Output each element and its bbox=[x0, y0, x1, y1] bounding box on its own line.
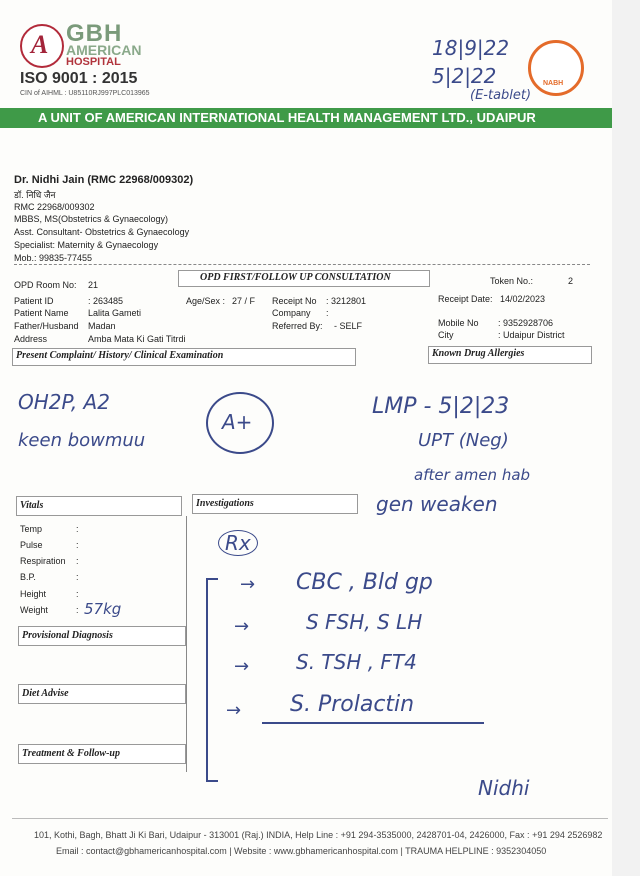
vital-label: Respiration bbox=[20, 556, 66, 566]
inv-arrow-2: → bbox=[234, 616, 250, 637]
inv-arrow-3: → bbox=[234, 656, 250, 677]
hand-note-1: after amen hab bbox=[414, 466, 531, 484]
hand-note: (E-tablet) bbox=[470, 88, 532, 103]
column-divider bbox=[186, 516, 187, 772]
doctor-signature: Nidhi bbox=[478, 776, 530, 800]
divider bbox=[14, 264, 590, 265]
doctor-degree: MBBS, MS(Obstetrics & Gynaecology) bbox=[14, 214, 169, 224]
opd-room-label: OPD Room No: bbox=[14, 280, 77, 290]
doctor-name: Dr. Nidhi Jain (RMC 22968/009302) bbox=[14, 174, 194, 186]
hand-inv-2: S FSH, S LH bbox=[306, 610, 423, 634]
vital-label: Temp bbox=[20, 524, 43, 534]
agesex: 27 / F bbox=[232, 296, 256, 306]
father-label: Father/Husband bbox=[14, 321, 79, 331]
nabh-label: NABH bbox=[543, 80, 564, 87]
investigations-header: Investigations bbox=[196, 498, 254, 509]
doctor-post: Asst. Consultant- Obstetrics & Gynaecology bbox=[14, 227, 190, 237]
hand-weight: 57kg bbox=[84, 600, 122, 618]
address-label: Address bbox=[14, 334, 48, 344]
company: : bbox=[326, 308, 329, 318]
mobile: : 9352928706 bbox=[498, 318, 554, 328]
vital-label: Height bbox=[20, 589, 47, 599]
cin-number: CIN of AIHML : U85110RJ997PLC013965 bbox=[20, 90, 150, 97]
footer-address: 101, Kothi, Bagh, Bhatt Ji Ki Bari, Udaipur - 313001 (Raj.) INDIA, Help Line : +91 294-3535000, 2428701-04, 2426000, Fax : +91 294 2526982 bbox=[34, 830, 603, 840]
patient-name-label: Patient Name bbox=[14, 308, 69, 318]
diet-header: Diet Advise bbox=[22, 688, 69, 699]
receipt-no-label: Receipt No bbox=[272, 296, 317, 306]
hand-obstetric-history: OH2P, A2 bbox=[18, 390, 110, 414]
token-label: Token No.: bbox=[490, 276, 534, 286]
receipt-date-label: Receipt Date: bbox=[438, 294, 493, 304]
hand-inv-4: S. Prolactin bbox=[290, 692, 415, 717]
vital-label: Weight bbox=[20, 605, 48, 615]
vital-value: : bbox=[76, 572, 79, 582]
opd-room-value: 21 bbox=[88, 280, 99, 290]
banner-text: A UNIT OF AMERICAN INTERNATIONAL HEALTH MANAGEMENT LTD., UDAIPUR bbox=[38, 110, 536, 125]
address: Amba Mata Ki Gati Titrdi bbox=[88, 334, 186, 344]
brand-top: GBH bbox=[66, 20, 123, 47]
father: Madan bbox=[88, 321, 116, 331]
doctor-rmc: RMC 22968/009302 bbox=[14, 202, 95, 212]
complaint-header: Present Complaint/ History/ Clinical Examination bbox=[16, 350, 224, 361]
mobile-label: Mobile No bbox=[438, 318, 479, 328]
city: : Udaipur District bbox=[498, 330, 565, 340]
treatment-header: Treatment & Follow-up bbox=[22, 748, 120, 759]
hand-date-2: 5|2|22 bbox=[432, 64, 497, 88]
vitals-header: Vitals bbox=[20, 500, 44, 511]
hand-note-2: gen weaken bbox=[376, 492, 498, 516]
brand-bottom: HOSPITAL bbox=[66, 56, 121, 68]
vital-label: Pulse bbox=[20, 540, 43, 550]
consult-title: OPD FIRST/FOLLOW UP CONSULTATION bbox=[200, 272, 391, 283]
vital-value: : bbox=[76, 540, 79, 550]
inv-bracket bbox=[206, 578, 218, 782]
footer-divider bbox=[12, 818, 608, 819]
provisional-header: Provisional Diagnosis bbox=[22, 630, 113, 641]
hand-inv-1: CBC , Bld gp bbox=[296, 570, 433, 595]
hand-blood-group: A+ bbox=[222, 410, 253, 434]
patient-name: Lalita Gameti bbox=[88, 308, 142, 318]
hospital-logo-icon: A bbox=[20, 24, 64, 68]
patient-id-label: Patient ID bbox=[14, 296, 54, 306]
allergies-header: Known Drug Allergies bbox=[432, 348, 525, 359]
doctor-specialist: Specialist: Maternity & Gynaecology bbox=[14, 240, 159, 250]
hand-rx: Rx bbox=[218, 530, 258, 556]
nabh-seal-icon bbox=[528, 40, 584, 96]
company-label: Company bbox=[272, 308, 311, 318]
vital-value: : bbox=[76, 556, 79, 566]
doctor-name-hindi: डॉ. निधि जैन bbox=[14, 190, 56, 200]
hand-date: 18|9|22 bbox=[432, 36, 510, 60]
receipt-date: 14/02/2023 bbox=[500, 294, 546, 304]
inv-arrow-4: → bbox=[226, 700, 242, 721]
referred: - SELF bbox=[334, 321, 363, 331]
page-edge bbox=[612, 0, 640, 876]
hand-lmp: LMP - 5|2|23 bbox=[372, 394, 510, 419]
hand-upt: UPT (Neg) bbox=[418, 430, 509, 451]
iso-cert: ISO 9001 : 2015 bbox=[20, 70, 138, 87]
vital-value: : bbox=[76, 589, 79, 599]
brand-mid: AMERICAN bbox=[66, 42, 142, 58]
inv-underline bbox=[262, 722, 484, 724]
vital-label: B.P. bbox=[20, 572, 36, 582]
receipt-no: : 3212801 bbox=[326, 296, 367, 306]
footer-contact: Email : contact@gbhamericanhospital.com | Website : www.gbhamericanhospital.com | TRAUMA HELPLINE : 9352304050 bbox=[56, 846, 547, 856]
vital-value: : bbox=[76, 524, 79, 534]
city-label: City bbox=[438, 330, 454, 340]
doctor-mobile: Mob.: 99835-77455 bbox=[14, 253, 93, 263]
hand-inv-3: S. TSH , FT4 bbox=[296, 650, 417, 674]
agesex-label: Age/Sex : bbox=[186, 296, 226, 306]
inv-arrow-1: → bbox=[240, 574, 256, 595]
hand-complaint: keen bowmuu bbox=[18, 430, 146, 451]
token-value: 2 bbox=[568, 276, 574, 286]
vital-value: : bbox=[76, 605, 79, 615]
patient-id: : 263485 bbox=[88, 296, 124, 306]
referred-label: Referred By: bbox=[272, 321, 323, 331]
